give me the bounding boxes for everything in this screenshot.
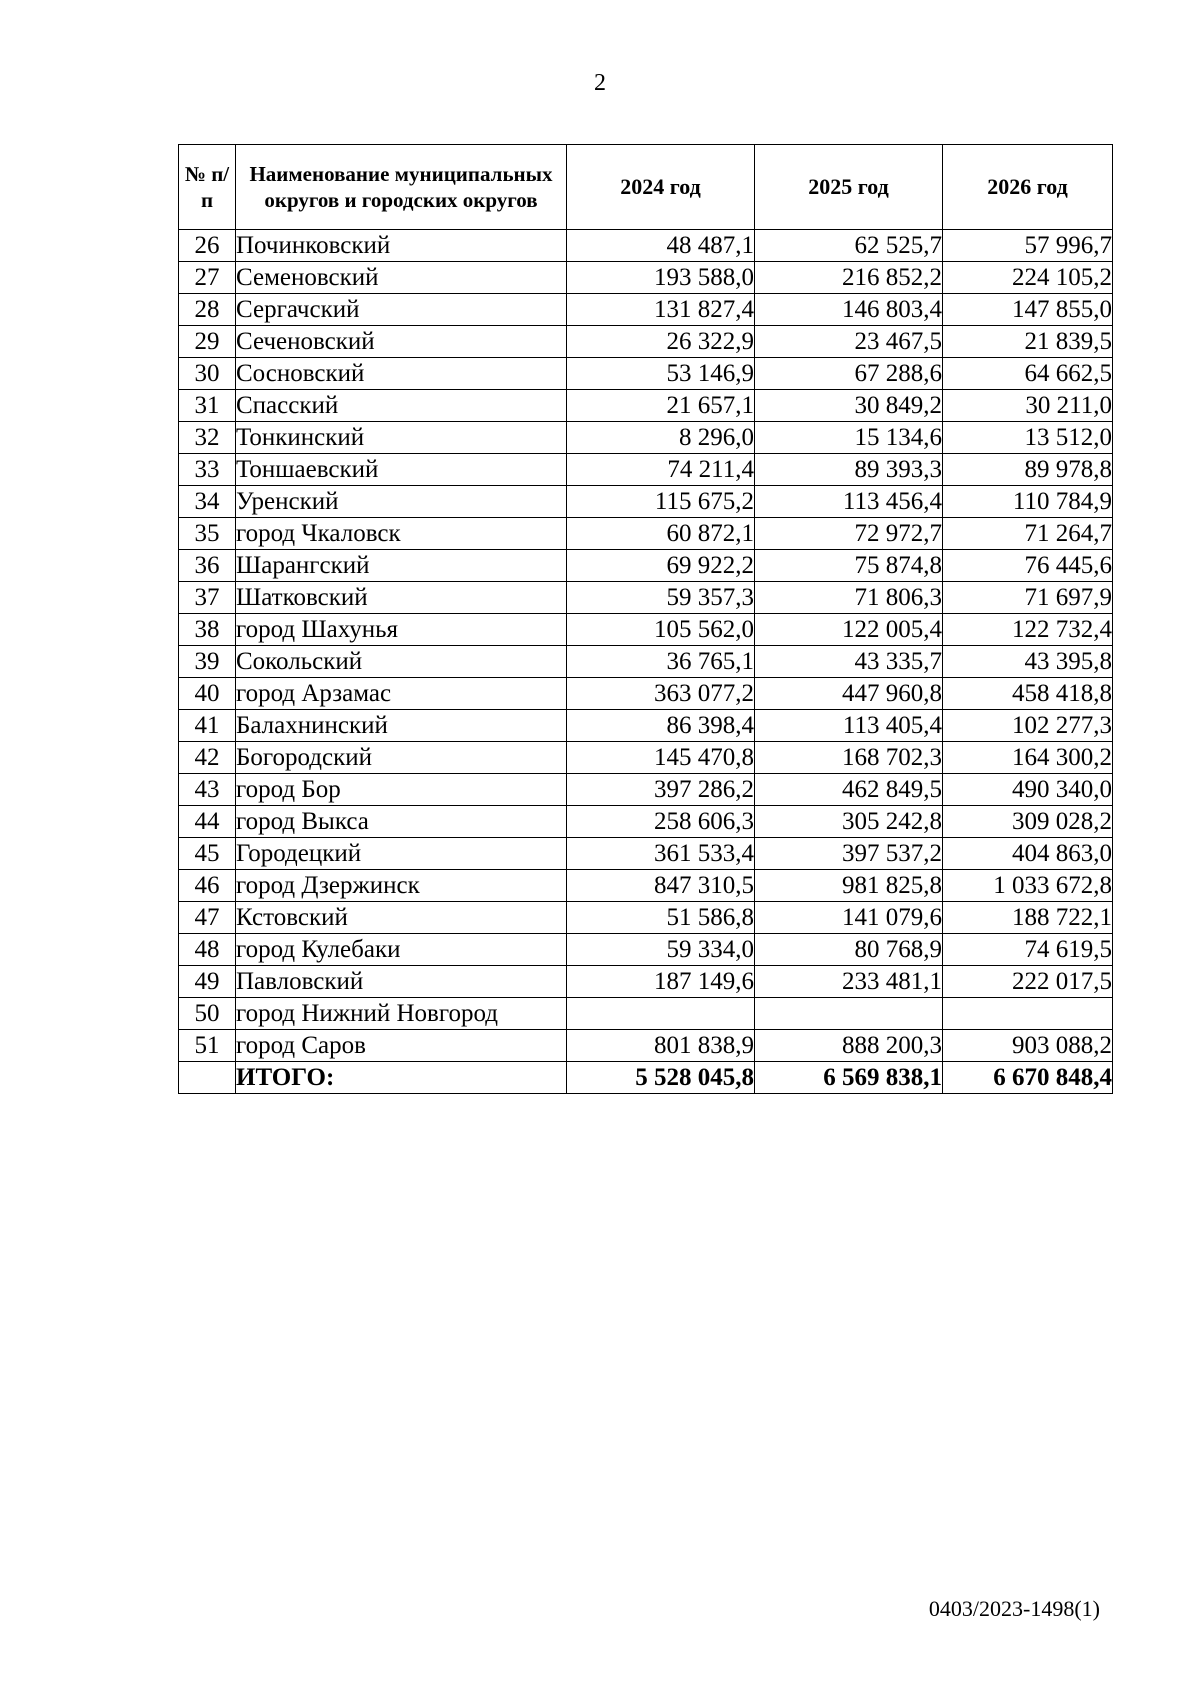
table-row: [179, 358, 1113, 390]
row-num: 33: [179, 454, 236, 486]
row-value-2024: 145 470,8: [567, 742, 755, 774]
row-value-2024: 105 562,0: [567, 614, 755, 646]
row-value-2026: 188 722,1: [943, 902, 1113, 934]
row-value-2024: 187 149,6: [567, 966, 755, 998]
row-value-2026: 458 418,8: [943, 678, 1113, 710]
row-num: 47: [179, 902, 236, 934]
row-value-2024: 21 657,1: [567, 390, 755, 422]
row-name: Шарангский: [236, 550, 567, 582]
row-value-2024: 8 296,0: [567, 422, 755, 454]
row-name: Сокольский: [236, 646, 567, 678]
row-name: Сеченовский: [236, 326, 567, 358]
row-value-2025: 67 288,6: [755, 358, 943, 390]
row-value-2024: 60 872,1: [567, 518, 755, 550]
total-num-cell: [179, 1062, 236, 1094]
row-value-2024: 51 586,8: [567, 902, 755, 934]
table-row: [179, 294, 1113, 326]
row-value-2025: 23 467,5: [755, 326, 943, 358]
row-value-2026: 490 340,0: [943, 774, 1113, 806]
row-name: Балахнинский: [236, 710, 567, 742]
table-row: [179, 422, 1113, 454]
row-value-2025: 89 393,3: [755, 454, 943, 486]
row-value-2026: 222 017,5: [943, 966, 1113, 998]
row-name: Спасский: [236, 390, 567, 422]
row-name: Кстовский: [236, 902, 567, 934]
table-row: [179, 390, 1113, 422]
row-value-2025: 397 537,2: [755, 838, 943, 870]
header-num: № п/п: [179, 145, 236, 230]
row-value-2025: 447 960,8: [755, 678, 943, 710]
row-value-2024: 115 675,2: [567, 486, 755, 518]
row-value-2024: 26 322,9: [567, 326, 755, 358]
row-num: 42: [179, 742, 236, 774]
row-name: город Нижний Новгород: [236, 998, 567, 1030]
row-value-2026: 64 662,5: [943, 358, 1113, 390]
row-num: 30: [179, 358, 236, 390]
row-num: 34: [179, 486, 236, 518]
table-row: [179, 326, 1113, 358]
total-row: [179, 1062, 1113, 1094]
row-value-2026: 224 105,2: [943, 262, 1113, 294]
row-value-2024: 36 765,1: [567, 646, 755, 678]
row-value-2026: 30 211,0: [943, 390, 1113, 422]
row-value-2026: 21 839,5: [943, 326, 1113, 358]
row-value-2026: 309 028,2: [943, 806, 1113, 838]
row-value-2025: 62 525,7: [755, 230, 943, 262]
table-row: [179, 742, 1113, 774]
row-name: Городецкий: [236, 838, 567, 870]
row-name: город Кулебаки: [236, 934, 567, 966]
row-value-2025: 888 200,3: [755, 1030, 943, 1062]
row-value-2026: 76 445,6: [943, 550, 1113, 582]
row-num: 38: [179, 614, 236, 646]
table-row: [179, 870, 1113, 902]
row-num: 48: [179, 934, 236, 966]
row-value-2025: 75 874,8: [755, 550, 943, 582]
row-name: Семеновский: [236, 262, 567, 294]
row-num: 44: [179, 806, 236, 838]
total-2026: 6 670 848,4: [943, 1062, 1113, 1094]
row-name: Тонкинский: [236, 422, 567, 454]
table-row: [179, 486, 1113, 518]
table-row: [179, 806, 1113, 838]
table-row: [179, 710, 1113, 742]
row-name: город Бор: [236, 774, 567, 806]
row-value-2026: 71 697,9: [943, 582, 1113, 614]
table-row: [179, 582, 1113, 614]
row-value-2026: 74 619,5: [943, 934, 1113, 966]
row-value-2025: 72 972,7: [755, 518, 943, 550]
row-value-2025: [755, 998, 943, 1030]
table-row: [179, 774, 1113, 806]
row-value-2025: 113 456,4: [755, 486, 943, 518]
row-name: город Саров: [236, 1030, 567, 1062]
row-name: город Дзержинск: [236, 870, 567, 902]
table-row: [179, 678, 1113, 710]
row-name: город Чкаловск: [236, 518, 567, 550]
row-num: 28: [179, 294, 236, 326]
row-value-2024: 59 334,0: [567, 934, 755, 966]
row-num: 26: [179, 230, 236, 262]
row-num: 27: [179, 262, 236, 294]
row-num: 39: [179, 646, 236, 678]
row-name: город Шахунья: [236, 614, 567, 646]
row-value-2026: 1 033 672,8: [943, 870, 1113, 902]
row-num: 37: [179, 582, 236, 614]
row-name: Сосновский: [236, 358, 567, 390]
row-value-2026: 102 277,3: [943, 710, 1113, 742]
row-name: город Выкса: [236, 806, 567, 838]
row-name: город Арзамас: [236, 678, 567, 710]
total-label: ИТОГО:: [236, 1062, 567, 1094]
row-value-2024: 74 211,4: [567, 454, 755, 486]
row-name: Сергачский: [236, 294, 567, 326]
row-value-2025: 141 079,6: [755, 902, 943, 934]
row-value-2026: 404 863,0: [943, 838, 1113, 870]
header-2025: 2025 год: [755, 145, 943, 230]
row-num: 40: [179, 678, 236, 710]
table-row: [179, 998, 1113, 1030]
row-value-2024: 847 310,5: [567, 870, 755, 902]
table-row: [179, 518, 1113, 550]
table-row: [179, 550, 1113, 582]
row-num: 50: [179, 998, 236, 1030]
row-value-2026: [943, 998, 1113, 1030]
row-value-2026: 43 395,8: [943, 646, 1113, 678]
row-value-2025: 15 134,6: [755, 422, 943, 454]
row-value-2025: 71 806,3: [755, 582, 943, 614]
row-value-2024: 69 922,2: [567, 550, 755, 582]
row-num: 41: [179, 710, 236, 742]
row-value-2024: 86 398,4: [567, 710, 755, 742]
table-header-row: [179, 145, 1113, 230]
table-row: [179, 230, 1113, 262]
table-row: [179, 1030, 1113, 1062]
row-value-2024: 193 588,0: [567, 262, 755, 294]
row-value-2026: 89 978,8: [943, 454, 1113, 486]
row-value-2026: 903 088,2: [943, 1030, 1113, 1062]
row-num: 31: [179, 390, 236, 422]
row-value-2026: 13 512,0: [943, 422, 1113, 454]
row-value-2026: 122 732,4: [943, 614, 1113, 646]
table-row: [179, 838, 1113, 870]
row-value-2025: 146 803,4: [755, 294, 943, 326]
row-name: Починковский: [236, 230, 567, 262]
row-num: 43: [179, 774, 236, 806]
row-value-2024: 801 838,9: [567, 1030, 755, 1062]
total-2025: 6 569 838,1: [755, 1062, 943, 1094]
budget-table: [178, 144, 1113, 1094]
row-value-2024: 53 146,9: [567, 358, 755, 390]
row-num: 36: [179, 550, 236, 582]
table-row: [179, 262, 1113, 294]
row-value-2026: 71 264,7: [943, 518, 1113, 550]
row-value-2026: 164 300,2: [943, 742, 1113, 774]
row-name: Богородский: [236, 742, 567, 774]
row-num: 49: [179, 966, 236, 998]
row-name: Уренский: [236, 486, 567, 518]
row-value-2025: 80 768,9: [755, 934, 943, 966]
row-value-2025: 43 335,7: [755, 646, 943, 678]
row-value-2025: 305 242,8: [755, 806, 943, 838]
row-name: Павловский: [236, 966, 567, 998]
table-row: [179, 454, 1113, 486]
row-num: 51: [179, 1030, 236, 1062]
table-row: [179, 966, 1113, 998]
row-value-2024: 48 487,1: [567, 230, 755, 262]
row-value-2024: 397 286,2: [567, 774, 755, 806]
row-value-2025: 30 849,2: [755, 390, 943, 422]
row-num: 29: [179, 326, 236, 358]
row-value-2024: 131 827,4: [567, 294, 755, 326]
row-value-2026: 57 996,7: [943, 230, 1113, 262]
row-num: 35: [179, 518, 236, 550]
row-value-2024: 361 533,4: [567, 838, 755, 870]
table-row: [179, 934, 1113, 966]
row-value-2025: 122 005,4: [755, 614, 943, 646]
total-2024: 5 528 045,8: [567, 1062, 755, 1094]
document-code: 0403/2023-1498(1): [928, 1596, 1100, 1621]
row-value-2025: 216 852,2: [755, 262, 943, 294]
table-row: [179, 902, 1113, 934]
row-value-2024: 258 606,3: [567, 806, 755, 838]
row-name: Тоншаевский: [236, 454, 567, 486]
row-value-2025: 981 825,8: [755, 870, 943, 902]
row-value-2024: 363 077,2: [567, 678, 755, 710]
table-row: [179, 646, 1113, 678]
row-value-2025: 233 481,1: [755, 966, 943, 998]
row-value-2025: 168 702,3: [755, 742, 943, 774]
row-value-2026: 110 784,9: [943, 486, 1113, 518]
header-2024: 2024 год: [567, 145, 755, 230]
header-name: Наименование муниципальных округов и городских округов: [236, 145, 567, 230]
table-row: [179, 614, 1113, 646]
row-value-2025: 462 849,5: [755, 774, 943, 806]
row-value-2025: 113 405,4: [755, 710, 943, 742]
row-value-2024: 59 357,3: [567, 582, 755, 614]
row-value-2024: [567, 998, 755, 1030]
row-num: 45: [179, 838, 236, 870]
row-name: Шатковский: [236, 582, 567, 614]
page-number: 2: [594, 70, 606, 96]
row-num: 32: [179, 422, 236, 454]
header-2026: 2026 год: [943, 145, 1113, 230]
row-num: 46: [179, 870, 236, 902]
row-value-2026: 147 855,0: [943, 294, 1113, 326]
